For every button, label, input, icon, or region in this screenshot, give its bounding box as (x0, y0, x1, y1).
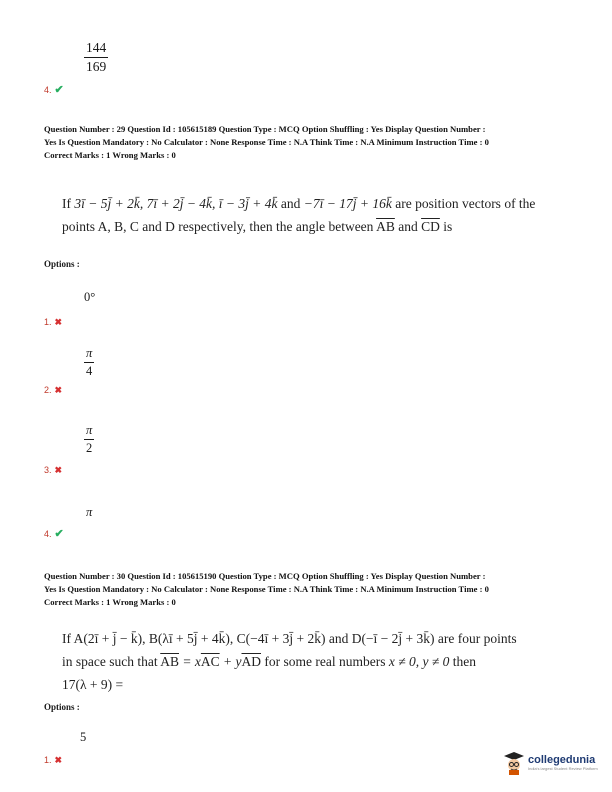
option-number: 4. (44, 85, 52, 95)
q30-text-line2-prefix: in space such that (62, 654, 158, 669)
q29-option-2-value (84, 346, 94, 377)
cross-icon: ✖ (54, 465, 63, 475)
option-number: 4. (44, 529, 52, 539)
q29-vectors: 3ī − 5j̄ + 2k̄, 7ī + 2j̄ − 4k̄, ī − 3j̄ + 4k̄ (74, 196, 278, 211)
q29-option-4[interactable] (44, 524, 64, 542)
q30-text-line2-mid: for some real numbers (264, 654, 386, 669)
collegedunia-logo (503, 751, 598, 775)
q30-option-1-value: 5 (80, 730, 87, 744)
q29-text-suffix: are position vectors of the (395, 196, 536, 211)
logo-tagline: India's largest Student Review Platform (528, 766, 598, 771)
prev-option-4 (44, 80, 64, 98)
q29-meta-line1: Question Number : 29 Question Id : 105615189 Question Type : MCQ Option Shuffling : Yes Display Question Number : (44, 124, 486, 134)
option-number: 1. (44, 755, 52, 765)
q30-options-label: Options : (44, 702, 80, 712)
check-icon: ✔ (54, 84, 64, 96)
option-number: 3. (44, 465, 52, 475)
vector-cd: $\overline{CD}$ (421, 219, 440, 234)
q29-text-line2-suffix: is (443, 219, 453, 234)
logo-name: collegedunia (528, 754, 596, 766)
q29-options-label: Options : (44, 259, 80, 269)
q29-option-3-value (84, 423, 94, 454)
q30-question-text (62, 627, 572, 696)
q30-condition: x ≠ 0, y ≠ 0 (388, 654, 450, 669)
check-icon: ✔ (54, 528, 64, 540)
cross-icon: ✖ (54, 317, 63, 327)
q30-text-line2-suffix: then (452, 654, 477, 669)
q29-option-3[interactable] (44, 460, 62, 478)
q30-meta-line2: Yes Is Question Mandatory : No Calculator : None Response Time : N.A Think Time : N.A Minimum Instruction Time : 0 (44, 584, 489, 594)
cross-icon: ✖ (54, 755, 63, 765)
q30-eq: = x (179, 654, 201, 669)
option-number: 1. (44, 317, 52, 327)
q30-option-1[interactable] (44, 750, 62, 768)
q29-meta-line2: Yes Is Question Mandatory : No Calculator : None Response Time : N.A Think Time : N.A Minimum Instruction Time : 0 (44, 137, 489, 147)
q29-text-line2: points A, B, C and D respectively, then the angle between (62, 219, 374, 234)
q29-question-text (62, 192, 572, 238)
vector-ab: $\overline{AB}$ (160, 654, 180, 669)
fraction-denominator: 2 (86, 440, 93, 455)
q29-option-1[interactable] (44, 312, 62, 330)
q29-option-2[interactable] (44, 380, 62, 398)
q29-text-prefix: If (62, 196, 71, 211)
q29-and: and (280, 196, 301, 211)
fraction-numerator: π (86, 346, 93, 360)
graduate-mascot-icon (503, 751, 525, 775)
q30-meta-line1: Question Number : 30 Question Id : 105615190 Question Type : MCQ Option Shuffling : Yes Display Question Number : (44, 571, 486, 581)
vector-ab: $\overline{AB}$ (376, 219, 395, 234)
q30-text-line1: If A(2ī + j̄ − k̄), B(λī + 5j̄ + 4k̄), C(−4ī + 3j̄ + 2k̄) and D(−ī − 2j̄ + 3k̄) are four points (62, 631, 517, 646)
q29-and-2: and (398, 219, 418, 234)
q30-plus: + y (219, 654, 242, 669)
prev-fraction-numerator: 144 (86, 40, 107, 55)
vector-ad: $\overline{AD}$ (241, 654, 261, 669)
fraction-denominator: 4 (86, 363, 93, 378)
cross-icon: ✖ (54, 385, 63, 395)
q30-text-line3: 17(λ + 9) = (62, 677, 124, 692)
q29-meta-line3: Correct Marks : 1 Wrong Marks : 0 (44, 150, 176, 160)
q29-option-4-value: π (86, 505, 93, 519)
vector-ac: $\overline{AC}$ (200, 654, 220, 669)
q30-meta (44, 570, 584, 609)
q30-meta-line3: Correct Marks : 1 Wrong Marks : 0 (44, 597, 176, 607)
fraction-numerator: π (86, 423, 93, 437)
q29-option-1-value: 0° (84, 290, 96, 304)
option-number: 2. (44, 385, 52, 395)
q29-vector-d: −7ī − 17j̄ + 16k̄ (303, 196, 392, 211)
prev-fraction-denominator: 169 (86, 58, 107, 74)
prev-option-fraction (84, 40, 108, 73)
q29-meta (44, 123, 584, 162)
